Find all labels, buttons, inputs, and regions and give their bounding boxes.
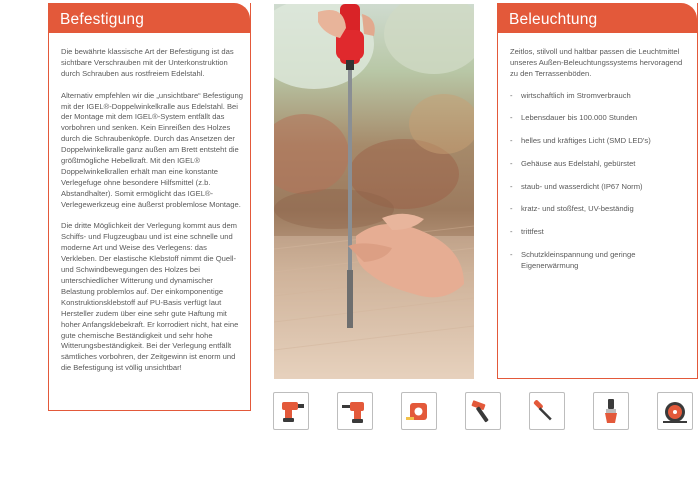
- list-item-label: kratz- und stoßfest, UV-beständig: [521, 204, 634, 214]
- photo-illustration: [274, 4, 474, 379]
- list-item-label: staub- und wasserdicht (IP67 Norm): [521, 181, 643, 191]
- tape-measure-icon: [401, 392, 437, 430]
- list-item-label: Schutzkleinspannung und geringe Eigenerwärmung: [521, 249, 636, 270]
- list-item: [510, 113, 691, 124]
- bullet-dash: -: [510, 90, 513, 100]
- bullet-dash: -: [510, 204, 513, 214]
- bullet-dash: -: [510, 113, 513, 123]
- list-item-label: wirtschaftlich im Stromverbrauch: [521, 90, 631, 100]
- befestigung-panel: [48, 3, 251, 411]
- list-item: [510, 91, 691, 102]
- bullet-dash: -: [510, 249, 513, 259]
- list-item: [510, 227, 691, 238]
- beleuchtung-title: Beleuchtung: [498, 3, 697, 33]
- list-item-label: trittfest: [521, 226, 544, 236]
- bullet-dash: -: [510, 226, 513, 236]
- paint-brush-icon: [593, 392, 629, 430]
- list-item-label: helles und kräftiges Licht (SMD LED's): [521, 136, 651, 146]
- screwdriver-deck-photo: [274, 4, 474, 379]
- list-item: [510, 136, 691, 147]
- befestigung-title: Befestigung: [49, 3, 250, 33]
- list-item: [510, 182, 691, 193]
- beleuchtung-body: [498, 33, 697, 271]
- circular-saw-icon: [657, 392, 693, 430]
- tool-icon-row: [273, 392, 700, 436]
- beleuchtung-panel: [497, 3, 698, 379]
- feature-list: [510, 91, 691, 272]
- befestigung-body: [49, 33, 250, 374]
- list-item: [510, 204, 691, 215]
- list-item: [510, 250, 691, 272]
- bullet-dash: -: [510, 158, 513, 168]
- power-drill-icon: [337, 392, 373, 430]
- cordless-screwdriver-icon: [273, 392, 309, 430]
- screwdriver-icon: [529, 392, 565, 430]
- beleuchtung-intro: Zeitlos, stilvoll und haltbar passen die Leuchtmittel unseres Außen-Beleuchtungssystems hervoragend zu den Terrassenböden.: [510, 47, 683, 78]
- list-item-label: Lebensdauer bis 100.000 Stunden: [521, 113, 638, 123]
- bullet-dash: -: [510, 136, 513, 146]
- list-item: [510, 159, 691, 170]
- befestigung-paragraph: Die dritte Möglichkeit der Verlegung kommt aus dem Schiffs- und Flugzeugbau und ist eine schnelle und moderne Art und Weise des Verlegens: das Verkleben. Der elastische Klebstoff nimmt die Quell- und Schwindbewegungen des Holzes bei unterschiedlicher Witterung und dynamischer Belastung problemlos auf. Der einkomponentige Konstruktionsklebstoff auf PU-Basis verfügt laut Hersteller zudem über eine sehr gute Haftung mit hoher Anfangsklebekraft. Er korrodiert nicht, hat eine gute chemische Beständigkeit und sehr hohe Witterungsbeständigkeit. Bei der Verlegung entfällt sämtliches vorbohren, der Zeitgewinn ist enorm und die Befestigung ist völlig unsichtbar!: [61, 221, 239, 373]
- befestigung-paragraph: Alternativ empfehlen wir die „unsichtbare“ Befestigung mit der IGEL®-Doppelwinkelkralle aus Edelstahl. Bei der Montage mit dem IGEL®-System entfällt das vorbohren und senken. Kein Einreißen des Holzes durch die Schraubenköpfe. Durch das Ansetzen der Doppelwinkelkralle ganz außen am Brett entsteht die größtmögliche Hebelkraft. Mit den IGEL® Doppelwinkelkrallen erhält man eine konstante Verlegefuge ohne besondere Hilfsmittel (z.b. Abstandhalter). Somit ermöglicht das IGEL®-Verlegewerkzeug eine äußerst problemlose Montage.: [61, 90, 243, 209]
- hammer-icon: [465, 392, 501, 430]
- list-item-label: Gehäuse aus Edelstahl, gebürstet: [521, 158, 636, 168]
- bullet-dash: -: [510, 181, 513, 191]
- befestigung-paragraph: Die bewährte klassische Art der Befestigung ist das sichtbare Verschrauben mit der Unterkonstruktion durch Schrauben aus rostfreiem Edelstahl.: [61, 47, 234, 78]
